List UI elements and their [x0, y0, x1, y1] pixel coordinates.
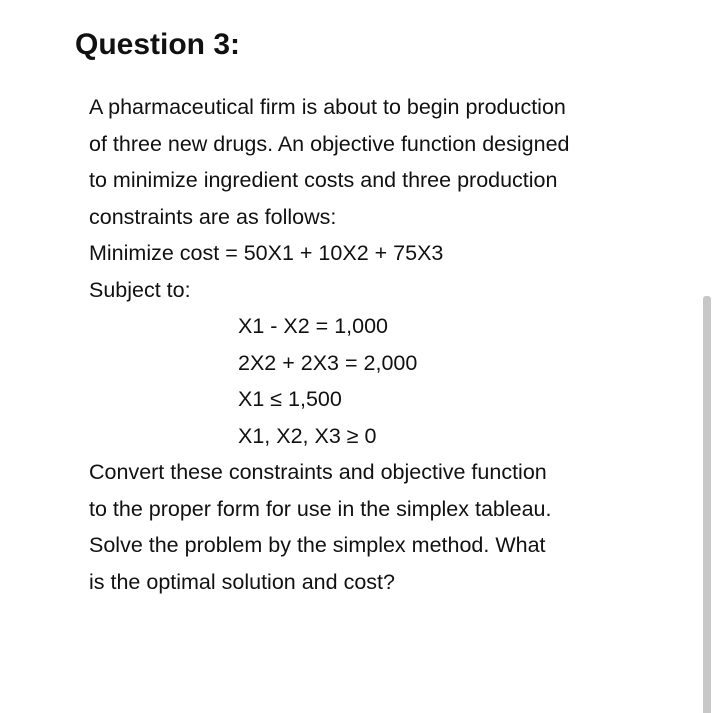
closing-line: to the proper form for use in the simplex tableau.: [89, 496, 552, 521]
closing-line: Convert these constraints and objective function: [89, 460, 547, 484]
constraint-3: X1 ≤ 1,500: [238, 387, 342, 411]
closing-line: is the optimal solution and cost?: [89, 569, 395, 594]
intro-line: A pharmaceutical firm is about to begin production: [89, 95, 566, 119]
vertical-scrollbar[interactable]: [703, 296, 711, 713]
intro-line: constraints are as follows:: [89, 204, 337, 229]
intro-line: to minimize ingredient costs and three production: [89, 168, 558, 192]
subject-to-label: Subject to:: [89, 277, 191, 302]
objective-function: Minimize cost = 50X1 + 10X2 + 75X3: [89, 241, 444, 265]
question-title: Question 3:: [75, 28, 241, 61]
intro-line: of three new drugs. An objective function designed: [89, 131, 570, 156]
constraint-1: X1 - X2 = 1,000: [238, 314, 389, 338]
question-body: [89, 89, 699, 600]
closing-line: Solve the problem by the simplex method. What: [89, 533, 546, 557]
non-negativity-constraint: X1, X2, X3 ≥ 0: [238, 423, 377, 448]
constraint-2: 2X2 + 2X3 = 2,000: [238, 350, 418, 375]
